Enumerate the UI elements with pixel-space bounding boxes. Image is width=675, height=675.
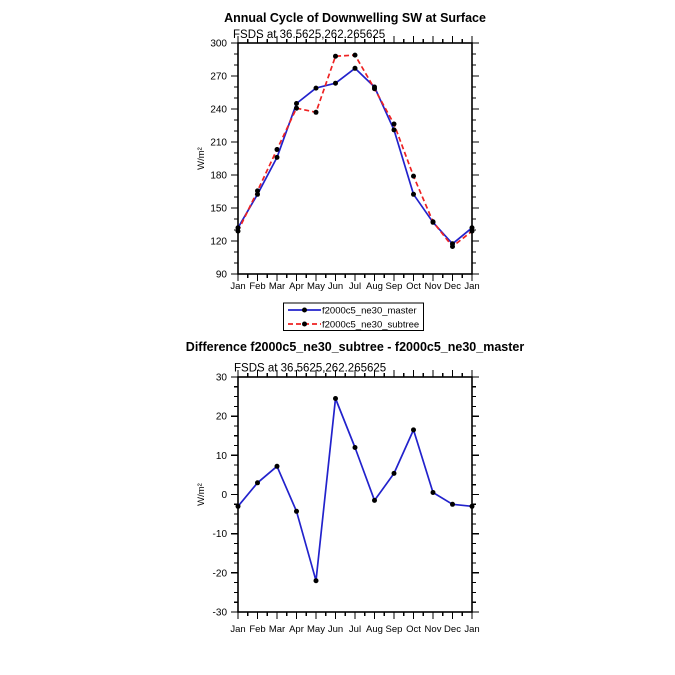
data-point-marker — [372, 86, 377, 91]
x-tick-label: Feb — [249, 281, 266, 292]
y-tick-label: 180 — [210, 170, 227, 182]
series-line-difference — [238, 399, 472, 581]
top-chart-plot-area — [210, 36, 479, 292]
legend-sample-marker — [302, 308, 307, 313]
data-point-marker — [314, 86, 319, 91]
data-point-marker — [236, 504, 241, 509]
x-tick-label: Apr — [289, 624, 304, 635]
y-tick-label: 10 — [215, 450, 227, 462]
x-tick-label: Dec — [444, 281, 461, 292]
data-point-marker — [411, 427, 416, 432]
x-tick-label: May — [307, 281, 325, 292]
x-tick-label: Sep — [385, 281, 403, 292]
x-tick-label: Aug — [366, 624, 383, 635]
data-point-marker — [255, 480, 260, 485]
legend-label-subtree: f2000c5_ne30_subtree — [322, 319, 420, 331]
data-point-marker — [255, 188, 260, 193]
data-point-marker — [275, 147, 280, 152]
x-tick-label: Sep — [385, 624, 403, 635]
x-tick-label: Jun — [327, 281, 344, 292]
x-tick-label: Jan — [464, 624, 480, 635]
data-point-marker — [333, 396, 338, 401]
bottom-chart-subtitle: FSDS at 36.5625,262.265625 — [234, 362, 387, 375]
top-chart-y-axis-label: W/m² — [196, 147, 207, 170]
data-point-marker — [392, 471, 397, 476]
data-point-marker — [275, 155, 280, 160]
legend-sample-marker — [302, 322, 307, 327]
bottom-chart-y-axis-label: W/m² — [196, 483, 207, 506]
axis-tick-labels — [213, 373, 480, 636]
x-tick-label: Aug — [366, 281, 383, 292]
y-tick-label: -30 — [212, 607, 227, 619]
legend — [284, 303, 424, 331]
x-tick-label: Nov — [424, 624, 442, 635]
x-tick-label: Jul — [348, 281, 362, 292]
data-point-marker — [314, 578, 319, 583]
data-point-marker — [294, 101, 299, 106]
x-tick-label: Jul — [348, 624, 362, 635]
data-point-marker — [372, 498, 377, 503]
y-tick-label: 240 — [210, 104, 227, 116]
y-tick-label: 90 — [215, 269, 227, 281]
x-tick-label: Mar — [268, 624, 286, 635]
data-point-marker — [353, 53, 358, 58]
data-point-marker — [450, 244, 455, 249]
x-tick-label: Jan — [230, 624, 246, 635]
x-tick-label: Jan — [464, 281, 480, 292]
y-tick-label: 120 — [210, 236, 227, 248]
data-point-marker — [392, 127, 397, 132]
y-tick-label: 0 — [221, 490, 227, 501]
series-markers-f2000c5_ne30_subtree — [236, 53, 475, 249]
x-tick-label: Oct — [406, 624, 421, 635]
axis-ticks — [231, 36, 479, 281]
x-tick-label: Jan — [230, 281, 246, 292]
bottom-chart-plot-area — [213, 370, 480, 635]
y-tick-label: 30 — [215, 372, 227, 384]
y-tick-label: 300 — [210, 38, 227, 50]
series-line-f2000c5_ne30_subtree — [238, 55, 472, 246]
x-tick-label: Feb — [249, 624, 266, 635]
x-tick-label: May — [307, 624, 325, 635]
top-chart-title: Annual Cycle of Downwelling SW at Surface — [224, 11, 486, 25]
y-tick-label: 20 — [215, 411, 227, 423]
data-point-marker — [431, 490, 436, 495]
y-tick-label: 150 — [210, 203, 227, 215]
y-tick-label: -10 — [212, 529, 227, 541]
data-point-marker — [431, 219, 436, 224]
data-point-marker — [333, 54, 338, 59]
data-point-marker — [353, 66, 358, 71]
series-markers-f2000c5_ne30_master — [236, 66, 475, 247]
data-point-marker — [411, 174, 416, 179]
y-tick-label: 210 — [210, 137, 227, 149]
bottom-chart-title: Difference f2000c5_ne30_subtree - f2000c5_ne30_master — [185, 340, 525, 354]
data-point-marker — [314, 110, 319, 115]
x-tick-label: Dec — [444, 624, 461, 635]
data-point-marker — [294, 106, 299, 111]
data-point-marker — [236, 229, 241, 234]
data-point-marker — [411, 192, 416, 197]
y-tick-label: -20 — [212, 568, 227, 580]
axis-ticks — [231, 370, 479, 619]
data-point-marker — [392, 122, 397, 127]
data-point-marker — [294, 509, 299, 514]
data-point-marker — [450, 502, 455, 507]
top-chart-subtitle: FSDS at 36.5625,262.265625 — [233, 29, 386, 41]
data-point-marker — [353, 445, 358, 450]
legend-label-master: f2000c5_ne30_master — [322, 305, 417, 317]
x-tick-label: Apr — [289, 281, 304, 292]
y-tick-label: 270 — [210, 71, 227, 83]
series-markers-difference — [236, 396, 475, 583]
x-tick-label: Jun — [327, 624, 344, 635]
x-tick-label: Mar — [268, 281, 286, 292]
x-tick-label: Nov — [424, 281, 442, 292]
x-tick-label: Oct — [406, 281, 421, 292]
data-point-marker — [275, 464, 280, 469]
data-point-marker — [470, 229, 475, 234]
data-point-marker — [333, 81, 338, 86]
data-point-marker — [470, 504, 475, 509]
